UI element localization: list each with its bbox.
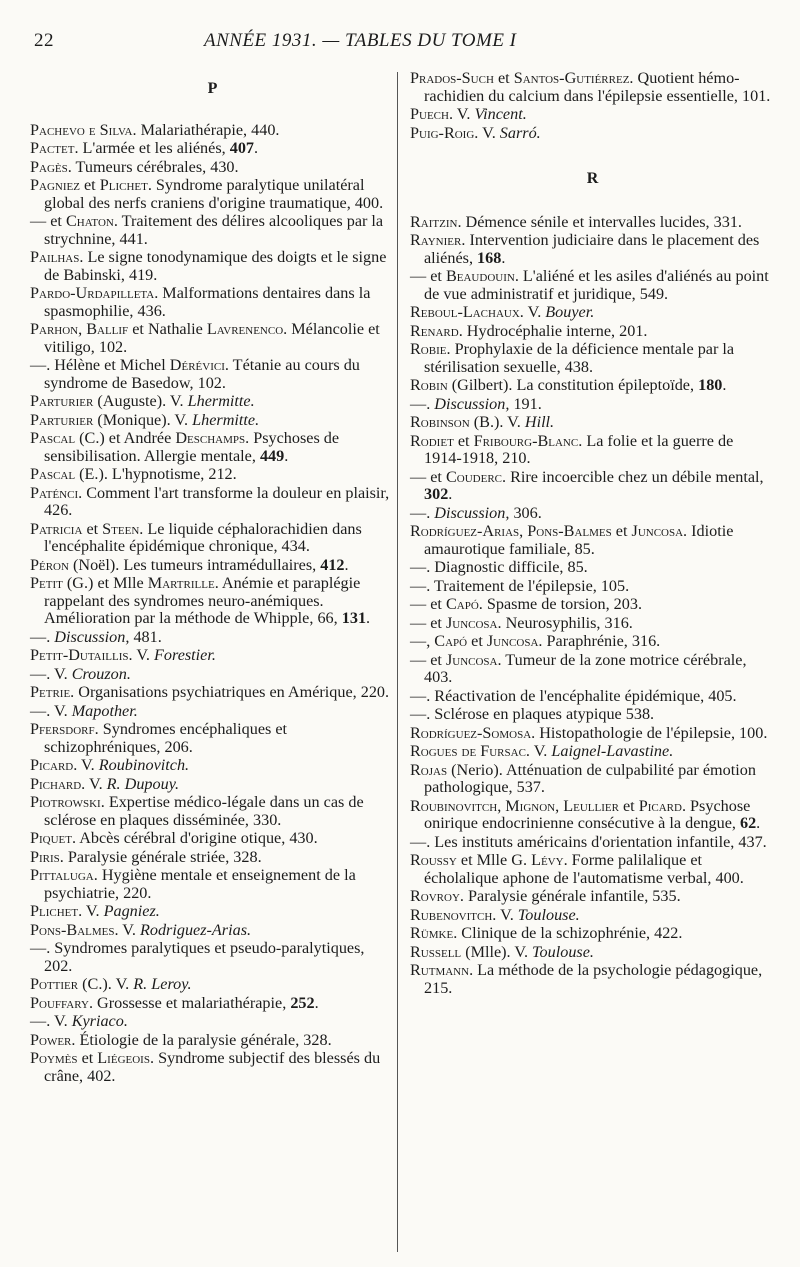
index-entry [410, 469, 775, 504]
index-entry [410, 106, 775, 124]
index-entry [410, 125, 775, 143]
entry-text: Chaton [65, 212, 114, 230]
entry-text: Beaudouin [445, 267, 515, 285]
index-entry [410, 70, 775, 105]
index-entry [410, 852, 775, 887]
entry-text: . Malformations dentaires dans la spasmophilie, 436. [44, 284, 371, 320]
entry-text: Juncosa [445, 613, 498, 632]
entry-text: — et [410, 267, 446, 285]
entry-text: Pagès [30, 157, 68, 176]
entry-text: . [284, 446, 289, 465]
index-entry [410, 925, 775, 943]
entry-text: Petrie [30, 683, 71, 701]
index-entry [410, 944, 775, 962]
index-entry [30, 575, 395, 628]
entry-text: . [722, 376, 727, 394]
left-column [30, 70, 395, 1086]
index-entry [410, 396, 775, 414]
entry-text: —. [410, 503, 435, 522]
index-entry [30, 940, 395, 975]
index-entry [410, 907, 775, 925]
entry-text: Juncosa [486, 632, 539, 650]
entry-text: Lhermitte. [187, 392, 255, 410]
entry-text: —. Diagnostic difficile, 85. [410, 558, 588, 576]
entry-text: Liégeois [97, 1049, 150, 1067]
entry-text: Mapother. [71, 701, 138, 720]
entry-text: . Grossesse et malariathérapie, [88, 993, 291, 1012]
entry-text: Rodríguez-Somosa [410, 723, 532, 742]
entry-text: Picard [638, 796, 682, 815]
entry-text: Rutmann [410, 961, 470, 979]
entry-text: et [79, 176, 100, 194]
entry-text: . La méthode de la psychologie pédagogique, 215. [424, 961, 763, 997]
entry-text: Piotrowski [30, 793, 101, 811]
entry-text: Piquet [30, 829, 72, 847]
entry-text: Paténci [30, 483, 79, 502]
index-entry [410, 323, 775, 341]
index-entry [30, 794, 395, 829]
entry-text: —. V. [30, 701, 72, 720]
index-entry [30, 647, 395, 665]
entry-text: . La folie et la guerre de 1914-1918, 210. [424, 431, 734, 467]
running-title: ANNÉE 1931. — TABLES DU TOME I [204, 30, 517, 51]
entry-text: 168 [477, 248, 502, 267]
entry-text: . Paralysie générale infantile, 535. [459, 887, 681, 905]
entry-text: Piris [30, 847, 60, 866]
entry-text: 412 [320, 555, 345, 574]
index-entry [30, 903, 395, 921]
entry-text: Discussion, [434, 503, 510, 522]
entry-text: Pardo-Urdapilleta [30, 284, 155, 302]
index-entry [410, 578, 775, 596]
entry-text: —. Sclérose en plaques atypique 538. [410, 705, 655, 723]
index-entry [30, 122, 395, 140]
index-entry [30, 1050, 395, 1085]
entry-text: Santos-Gutiérrez [513, 69, 630, 87]
index-entry [30, 703, 395, 721]
entry-text: Dérévici [169, 356, 225, 374]
index-entry [30, 159, 395, 177]
entry-text: Rovroy [410, 887, 460, 905]
index-entry [30, 922, 395, 940]
entry-text: Robinson [410, 413, 470, 431]
entry-text: Robie [410, 340, 447, 358]
entry-text: (Noël). Les tumeurs intramédullaires, [68, 555, 321, 574]
entry-text: Pouffary [30, 993, 89, 1012]
right-entries-before [410, 70, 775, 142]
entry-text: —. Hélène et Michel [30, 356, 170, 374]
entry-text: —. Traitement de l'épilepsie, 105. [410, 576, 630, 595]
entry-text: Power [30, 1030, 72, 1049]
entry-text: Péron [30, 555, 69, 574]
index-entry [30, 721, 395, 756]
entry-text: —. Réactivation de l'encéphalite épidémique, 405. [410, 686, 737, 705]
entry-text: Juncosa [445, 650, 498, 669]
entry-text: Roubinovitch [410, 796, 498, 815]
entry-text: 62 [739, 814, 757, 832]
index-entry [410, 688, 775, 706]
entry-text: . V. [448, 105, 475, 123]
index-entry [30, 995, 395, 1013]
index-entry [410, 559, 775, 577]
entry-text: . Paralysie générale striée, 328. [59, 847, 262, 866]
left-entries [30, 122, 395, 1086]
index-entry [30, 1013, 395, 1031]
entry-text: Steen [102, 519, 140, 538]
entry-text: Discussion, [434, 394, 510, 413]
entry-text: Raitzin [410, 212, 458, 231]
entry-text: et Nathalie [128, 320, 207, 338]
entry-text: . Rire incoercible chez un débile mental, [502, 467, 764, 486]
entry-text: (B.). V. [469, 413, 525, 431]
entry-text: Pagniez. [103, 902, 160, 920]
entry-text: 407 [229, 139, 255, 157]
entry-text: . [254, 139, 259, 157]
entry-text: Kyriaco. [71, 1012, 128, 1030]
entry-text: , [78, 320, 87, 338]
entry-text: Ballif [86, 320, 129, 338]
index-entry [30, 213, 395, 248]
entry-text: Petit [30, 574, 63, 592]
entry-text: . [314, 993, 319, 1012]
index-entry [410, 725, 775, 743]
index-entry [410, 505, 775, 523]
entry-text: (C.) et Andrée [75, 429, 176, 447]
entry-text: Raynier [410, 231, 462, 249]
entry-text: . [344, 555, 349, 574]
index-entry [30, 393, 395, 411]
entry-text: et [77, 1049, 98, 1067]
index-entry [410, 214, 775, 232]
entry-text: Rojas [410, 760, 448, 779]
entry-text: 252 [290, 993, 315, 1012]
entry-text: Parhon [30, 320, 79, 338]
entry-text: . Hygiène mentale et enseignement de la psychiatrie, 220. [44, 866, 356, 902]
entry-text: Patricia [30, 519, 83, 538]
entry-text: Russell [410, 942, 462, 961]
entry-text: — et [410, 595, 446, 613]
entry-text: 131 [341, 609, 367, 627]
entry-text: Forestier. [154, 646, 216, 664]
section-letter-p: P [207, 80, 218, 97]
entry-text: , [519, 522, 528, 540]
index-entry [410, 268, 775, 303]
entry-text: Discussion, [54, 627, 130, 646]
index-entry [30, 557, 395, 575]
index-entry [410, 414, 775, 432]
entry-text: Capó [434, 632, 468, 650]
entry-text: —. V. [30, 1012, 72, 1030]
entry-text: Picard [30, 756, 74, 774]
entry-text: —. Les instituts américains d'orientation infantile, 437. [410, 832, 767, 851]
entry-text: , [497, 796, 506, 815]
entry-text: et [82, 519, 103, 538]
entry-text: —, [410, 632, 435, 650]
entry-text: Sarró. [499, 123, 541, 142]
index-entry [410, 615, 775, 633]
entry-text: . Comment l'art transforme la douleur en plaisir, 426. [44, 483, 390, 519]
entry-text: Hill. [524, 413, 555, 431]
entry-text: . Démence sénile et intervalles lucides, 331. [457, 212, 742, 231]
entry-text: Rodríguez-Arias [410, 522, 520, 540]
entry-text: Parturier [30, 410, 94, 429]
index-entry [410, 304, 775, 322]
entry-text: 449 [259, 446, 285, 465]
entry-text: Leullier [563, 796, 619, 815]
entry-text: Plichet [30, 902, 79, 920]
index-entry [30, 867, 395, 902]
entry-text: —. Syndromes paralytiques et pseudo-paralytiques, 202. [30, 939, 365, 975]
entry-text: Fribourg-Blanc [473, 431, 579, 450]
index-entry [410, 377, 775, 395]
entry-text: Laignel-Lavastine. [551, 742, 674, 760]
entry-text: . V. [73, 756, 99, 774]
entry-text: (G.) et Mlle [62, 574, 148, 592]
index-entry [30, 757, 395, 775]
entry-text: —. [410, 394, 435, 413]
entry-text: . Mélancolie et vitiligo, 102. [44, 320, 380, 356]
entry-text: Lévy [531, 851, 564, 869]
entry-text: Pactet [30, 139, 75, 157]
entry-text: R. Dupouy. [106, 774, 180, 793]
index-entry [410, 762, 775, 797]
entry-text: Bouyer. [545, 303, 595, 321]
entry-text: Pfersdorf [30, 720, 95, 738]
entry-text: — et [410, 613, 446, 632]
index-entry [410, 798, 775, 833]
entry-text: et [467, 632, 487, 650]
index-entry [410, 341, 775, 376]
entry-text: . Expertise médico-légale dans un cas de sclérose en plaques disséminée, 330. [44, 793, 364, 829]
entry-text: . [366, 609, 371, 627]
entry-text: 306. [509, 503, 542, 522]
index-entry [30, 466, 395, 484]
entry-text: Puech [410, 105, 449, 123]
entry-text: . V. [492, 905, 518, 924]
entry-text: , [555, 796, 564, 815]
index-entry [410, 433, 775, 468]
index-entry [30, 976, 395, 994]
index-entry [30, 285, 395, 320]
entry-text: . V. [474, 123, 500, 142]
entry-text: et [611, 522, 632, 540]
index-entry [30, 666, 395, 684]
entry-text: . Paraphrénie, 316. [538, 632, 661, 650]
entry-text: et [493, 69, 514, 87]
index-entry [30, 776, 395, 794]
entry-text: . Neurosyphilis, 316. [497, 613, 633, 632]
entry-text: Mignon [505, 796, 556, 815]
entry-text: . Tumeur de la zone motrice cérébrale, 403. [424, 650, 747, 686]
index-entry [30, 140, 395, 158]
entry-text: Lavrenenco [206, 320, 284, 338]
entry-text: et [453, 431, 474, 450]
entry-text: . Quotient hémo-rachidien du calcium dans l'épilepsie essentielle, 101. [424, 69, 771, 105]
entry-text: 180 [698, 376, 723, 394]
entry-text: . Idiotie amaurotique familiale, 85. [424, 522, 734, 558]
index-entry [410, 706, 775, 724]
entry-text: (Monique). V. [93, 410, 193, 429]
index-entry [30, 1032, 395, 1050]
entry-text: . Forme palilalique et écholalique aphone de l'automatisme verbal, 400. [424, 851, 744, 887]
index-entry [30, 357, 395, 392]
entry-text: . [756, 814, 761, 832]
entry-text: . L'armée et les aliénés, [74, 139, 230, 157]
entry-text: (Gilbert). La constitution épileptoïde, [447, 376, 699, 394]
entry-text: Roussy [410, 851, 457, 869]
index-entry [410, 834, 775, 852]
entry-text: . V. [128, 646, 155, 664]
index-entry [30, 849, 395, 867]
entry-text: Capó [445, 595, 479, 613]
entry-text: Prados-Such [410, 69, 494, 87]
entry-text: Crouzon. [71, 664, 131, 683]
entry-text: Toulouse. [532, 942, 594, 961]
entry-text: 302 [424, 485, 449, 503]
entry-text: . Abcès cérébral d'origine otique, 430. [72, 829, 318, 847]
entry-text: Plichet [99, 176, 148, 194]
entry-text: Rodiet [410, 431, 454, 450]
entry-text: . Malariathérapie, 440. [132, 120, 280, 139]
entry-text: . Psychose onirique endocrinienne consécutive à la dengue, [424, 796, 751, 832]
entry-text: 191. [509, 394, 542, 413]
index-entry [410, 523, 775, 558]
index-entry [30, 412, 395, 430]
index-entry [410, 232, 775, 267]
index-entry [30, 830, 395, 848]
entry-text: . [448, 485, 453, 503]
entry-text: . Clinique de la schizophrénie, 422. [453, 924, 683, 942]
entry-text: (Mlle). V. [461, 942, 533, 961]
index-entry [410, 596, 775, 614]
entry-text: . Psychoses de sensibilisation. Allergie mentale, [44, 429, 340, 465]
index-entry [410, 633, 775, 651]
index-entry [30, 629, 395, 647]
entry-text: (Nerio). Atténuation de culpabilité par émotion pathologique, 537. [424, 760, 756, 796]
right-entries [410, 214, 775, 998]
entry-text: Rogues de Fursac [410, 742, 526, 760]
entry-text: . Organisations psychiatriques en Amérique, 220. [70, 683, 390, 701]
entry-text: Petit-Dutaillis [30, 646, 129, 664]
entry-text: . Hydrocéphalie interne, 201. [458, 321, 648, 340]
entry-text: . Tumeurs cérébrales, 430. [67, 157, 239, 176]
entry-text: . V. [519, 303, 546, 321]
section-letter-r: R [586, 170, 599, 187]
index-entry [30, 684, 395, 702]
entry-text: Lhermitte. [192, 410, 260, 429]
entry-text: Parturier [30, 392, 94, 410]
entry-text: . Syndromes encéphaliques et schizophréniques, 206. [44, 720, 288, 756]
entry-text: Deschamps [175, 429, 246, 447]
entry-text: Pascal [30, 429, 76, 447]
entry-text: et Mlle G. [456, 851, 532, 869]
entry-text: . Traitement des délires alcooliques par la strychnine, 441. [44, 212, 384, 248]
entry-text: Pailhas [30, 248, 80, 266]
index-entry [30, 249, 395, 284]
entry-text: Pottier [30, 975, 79, 993]
entry-text: — et [30, 212, 66, 230]
entry-text: Poymès [30, 1049, 78, 1067]
entry-text: —. [30, 627, 55, 646]
index-entry [30, 521, 395, 556]
entry-text: et [618, 796, 639, 815]
entry-text: . Anémie et paraplégie rappelant des syndromes neuro-anémiques. Amélioration par la méthode de Whipple, 66, [44, 574, 361, 627]
index-entry [410, 652, 775, 687]
entry-text: 481. [129, 627, 162, 646]
entry-text: . Le signe tonodynamique des doigts et le signe de Babinski, 419. [44, 248, 387, 284]
entry-text: . Étiologie de la paralysie générale, 328. [71, 1030, 332, 1049]
entry-text: . Spasme de torsion, 203. [478, 595, 642, 613]
entry-text: —. V. [30, 664, 72, 683]
index-entry [410, 743, 775, 761]
entry-text: Reboul-Lachaux [410, 303, 520, 321]
entry-text: Pagniez [30, 176, 80, 194]
entry-text: . Tétanie au cours du syndrome de Basedow, 102. [44, 356, 360, 392]
entry-text: . V. [525, 742, 552, 760]
entry-text: Pittaluga [30, 866, 94, 884]
entry-text: . V. [78, 902, 104, 920]
entry-text: Puig-Roig [410, 123, 475, 142]
entry-text: Martrille [147, 574, 215, 592]
entry-text: Pichard [30, 774, 82, 793]
entry-text: Rümke [410, 924, 454, 942]
entry-text: (C.). V. [78, 975, 134, 993]
entry-text: (E.). L'hypnotisme, 212. [75, 465, 237, 483]
entry-text: Roubinovitch. [98, 756, 190, 774]
entry-text: — et [410, 650, 446, 669]
entry-text: . [501, 248, 506, 267]
entry-text: Renard [410, 321, 459, 340]
entry-text: — et [410, 467, 446, 486]
column-divider [397, 72, 398, 1252]
entry-text: R. Leroy. [133, 975, 192, 993]
entry-text: Pascal [30, 465, 76, 483]
index-entry [30, 321, 395, 356]
entry-text: Rubenovitch [410, 905, 493, 924]
entry-text: . Syndrome paralytique unilatéral global des nerfs craniens d'origine traumatique, 400. [44, 176, 384, 212]
entry-text: Pachevo e Silva [30, 120, 133, 139]
entry-text: . L'aliéné et les asiles d'aliénés au point de vue administratif et juridique, 549. [424, 267, 769, 303]
entry-text: . V. [114, 920, 140, 939]
index-entry [30, 177, 395, 212]
entry-text: . V. [81, 774, 107, 793]
entry-text: . Syndrome subjectif des blessés du crâne, 402. [44, 1049, 381, 1085]
entry-text: Pons-Balmes [30, 920, 115, 939]
entry-text: Toulouse. [517, 905, 580, 924]
entry-text: . Histopathologie de l'épilepsie, 100. [531, 723, 768, 742]
index-entry [410, 888, 775, 906]
entry-text: Pons-Balmes [527, 522, 612, 540]
entry-text: . Prophylaxie de la déficience mentale par la stérilisation sexuelle, 438. [424, 340, 735, 376]
page-number: 22 [34, 30, 54, 51]
entry-text: Rodriguez-Arias. [139, 920, 252, 939]
index-entry [30, 485, 395, 520]
entry-text: Couderc [445, 467, 502, 486]
index-entry [30, 430, 395, 465]
entry-text: (Auguste). V. [93, 392, 188, 410]
entry-text: Vincent. [474, 105, 527, 123]
index-entry [410, 962, 775, 997]
right-column [410, 70, 775, 998]
entry-text: Juncosa [631, 522, 684, 540]
entry-text: Robin [410, 376, 448, 394]
entry-text: . Intervention judiciaire dans le placement des aliénés, [424, 231, 760, 267]
entry-text: . Le liquide céphalorachidien dans l'encéphalite épidémique chronique, 434. [44, 519, 362, 555]
